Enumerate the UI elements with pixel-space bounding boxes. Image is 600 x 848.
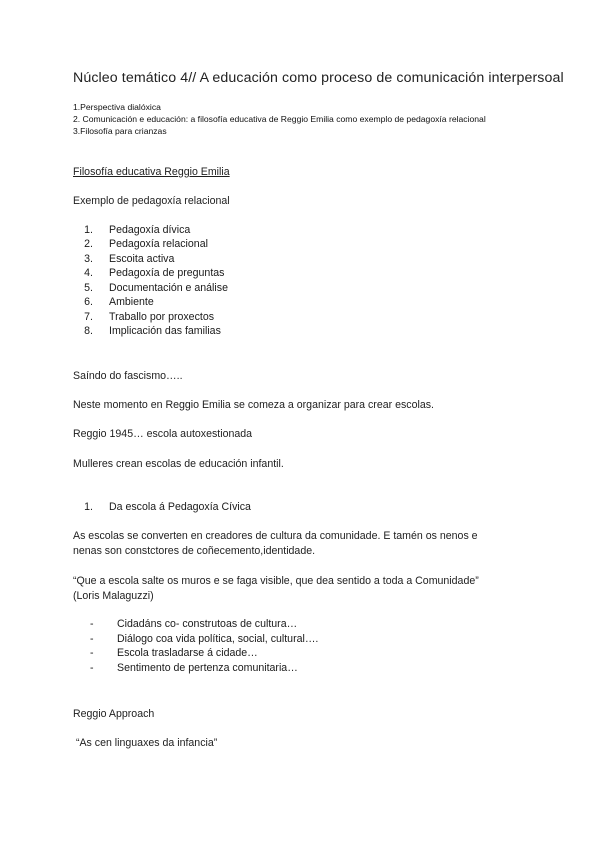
list-item: - Cidadáns co- construtoas de cultura… — [90, 618, 298, 630]
paragraph-approach: Reggio Approach — [73, 708, 155, 720]
list-item: 1. Pedagoxía dívica — [84, 224, 191, 236]
quote-line-1: “Que a escola salte os muros e se faga visible, que dea sentido a toda a Comunidade” — [73, 575, 479, 587]
paragraph-escolas-line-1: As escolas se converten en creadores de cultura da comunidade. E tamén os nenos e — [73, 530, 478, 542]
list-item: 7. Traballo por proxectos — [84, 311, 215, 323]
list-item: 4. Pedagoxía de preguntas — [84, 267, 225, 279]
list-item: 8. Implicación das familias — [84, 325, 221, 337]
document-title: Núcleo temático 4// A educación como proceso de comunicación interpersoal — [73, 70, 564, 86]
index-item-2: 2. Comunicación e educación: a filosofía educativa de Reggio Emilia como exemplo de pedagoxía relacional — [73, 114, 486, 124]
list-item: 5. Documentación e análise — [84, 282, 228, 294]
list-item: - Escola trasladarse á cidade… — [90, 647, 258, 659]
index-item-3: 3.Filosofía para crianzas — [73, 126, 167, 136]
list-item: 2. Pedagoxía relacional — [84, 238, 208, 250]
subheading: Exemplo de pedagoxía relacional — [73, 195, 230, 207]
section-heading: Filosofía educativa Reggio Emilia — [73, 166, 230, 178]
quote-line-2: (Loris Malaguzzi) — [73, 590, 154, 602]
paragraph-mulleres: Mulleres crean escolas de educación infantil. — [73, 458, 284, 470]
list-item: 6. Ambiente — [84, 296, 154, 308]
paragraph-escolas-line-2: nenas son constctores de coñecemento,identidade. — [73, 545, 316, 557]
list-item: 3. Escoita activa — [84, 253, 175, 265]
paragraph-momento: Neste momento en Reggio Emilia se comeza a organizar para crear escolas. — [73, 399, 434, 411]
paragraph-linguaxes: “As cen linguaxes da infancia” — [73, 737, 218, 749]
index-item-1: 1.Perspectiva dialóxica — [73, 102, 161, 112]
list-item: - Sentimento de pertenza comunitaria… — [90, 662, 298, 674]
paragraph-fascismo: Saíndo do fascismo….. — [73, 370, 183, 382]
list-item: - Diálogo coa vida política, social, cultural…. — [90, 633, 319, 645]
list-item: 1. Da escola á Pedagoxía Cívica — [84, 501, 251, 513]
paragraph-1945: Reggio 1945… escola autoxestionada — [73, 428, 253, 440]
